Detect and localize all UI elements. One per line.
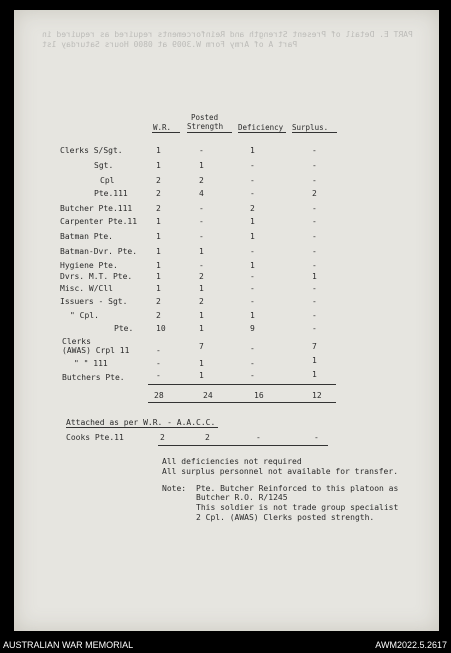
attached-rule bbox=[158, 445, 328, 446]
cell-surplus: - bbox=[312, 261, 317, 270]
header-surplus: Surplus. bbox=[292, 123, 329, 132]
header-wr: W.R. bbox=[153, 123, 172, 132]
cell-surplus: - bbox=[312, 311, 317, 320]
cell-wr: 1 bbox=[156, 217, 161, 226]
cell-posted: - bbox=[199, 217, 204, 226]
cell-surplus: - bbox=[312, 146, 317, 155]
cell-surplus: 7 bbox=[312, 342, 317, 351]
cell-posted: - bbox=[199, 204, 204, 213]
cell-surplus: - bbox=[312, 284, 317, 293]
attached-heading: Attached as per W.R. - A.A.C.C. bbox=[66, 418, 216, 427]
cell-deficiency: - bbox=[250, 344, 255, 353]
row-label: Issuers - Sgt. bbox=[60, 297, 128, 306]
cell-deficiency: - bbox=[250, 247, 255, 256]
cell-deficiency: - bbox=[250, 371, 255, 380]
cell-wr: - bbox=[156, 359, 161, 368]
cell-wr: 2 bbox=[156, 297, 161, 306]
header-underline-wr bbox=[152, 132, 180, 133]
header-deficiency: Deficiency bbox=[238, 123, 284, 132]
header-underline-surplus bbox=[292, 132, 337, 133]
cell-surplus: 2 bbox=[312, 189, 317, 198]
note-surplus: All surplus personnel not available for transfer. bbox=[162, 467, 399, 476]
cell-posted: 2 bbox=[199, 297, 204, 306]
cell-deficiency: - bbox=[250, 161, 255, 170]
cell-posted: - bbox=[199, 146, 204, 155]
row-label: Dvrs. M.T. Pte. bbox=[60, 272, 133, 281]
total-surplus: 12 bbox=[312, 391, 322, 400]
attached-posted: 2 bbox=[205, 433, 210, 442]
note-label: Note: bbox=[162, 484, 187, 493]
total-deficiency: 16 bbox=[254, 391, 264, 400]
attached-surplus: - bbox=[314, 433, 319, 442]
row-label: Hygiene Pte. bbox=[60, 261, 118, 270]
cell-surplus: - bbox=[312, 247, 317, 256]
awas-label-line1: Clerks bbox=[62, 337, 91, 346]
cell-wr: 1 bbox=[156, 284, 161, 293]
cell-wr: 1 bbox=[156, 232, 161, 241]
cell-deficiency: 1 bbox=[250, 217, 255, 226]
row-label: Pte. bbox=[114, 324, 134, 333]
cell-surplus: - bbox=[312, 297, 317, 306]
row-label: Misc. W/Cll bbox=[60, 284, 113, 293]
note-line-4: 2 Cpl. (AWAS) Clerks posted strength. bbox=[196, 513, 375, 522]
cell-deficiency: - bbox=[250, 189, 255, 198]
cell-surplus: 1 bbox=[312, 272, 317, 281]
cell-deficiency: - bbox=[250, 272, 255, 281]
row-label: " Cpl. bbox=[70, 311, 99, 320]
cell-deficiency: 1 bbox=[250, 311, 255, 320]
bleed-line-2: Part A of Army Form W.3009 at 0800 Hours Saturday 1st bbox=[42, 40, 298, 49]
archive-footer bbox=[0, 634, 451, 653]
note-line-3: This soldier is not trade group specialist bbox=[196, 503, 399, 512]
header-posted: Posted bbox=[191, 113, 219, 122]
cell-posted: - bbox=[199, 232, 204, 241]
total-posted: 24 bbox=[203, 391, 213, 400]
cell-wr: 1 bbox=[156, 272, 161, 281]
cell-deficiency: - bbox=[250, 297, 255, 306]
institution-name: AUSTRALIAN WAR MEMORIAL bbox=[3, 640, 134, 650]
cell-posted: 1 bbox=[199, 359, 204, 368]
cell-wr: - bbox=[156, 346, 161, 355]
awas-label-row3: Butchers Pte. bbox=[62, 373, 125, 382]
cell-posted: 4 bbox=[199, 189, 204, 198]
cell-posted: 1 bbox=[199, 247, 204, 256]
cell-surplus: - bbox=[312, 232, 317, 241]
attached-underline bbox=[66, 427, 218, 428]
cell-posted: 2 bbox=[199, 272, 204, 281]
cell-deficiency: 9 bbox=[250, 324, 255, 333]
cell-wr: 2 bbox=[156, 204, 161, 213]
cell-posted: 1 bbox=[199, 311, 204, 320]
totals-rule-bottom bbox=[148, 402, 336, 403]
header-underline-deficiency bbox=[238, 132, 286, 133]
cell-posted: 1 bbox=[199, 371, 204, 380]
row-label: Pte.111 bbox=[94, 189, 128, 198]
cell-surplus: - bbox=[312, 324, 317, 333]
cell-surplus: 1 bbox=[312, 370, 317, 379]
attached-wr: 2 bbox=[160, 433, 165, 442]
cell-surplus: - bbox=[312, 176, 317, 185]
row-label: Butcher Pte.111 bbox=[60, 204, 133, 213]
cell-deficiency: - bbox=[250, 359, 255, 368]
cell-surplus: - bbox=[312, 161, 317, 170]
cell-posted: 1 bbox=[199, 324, 204, 333]
awas-label-line2: (AWAS) Crpl 11 bbox=[62, 346, 130, 355]
total-wr: 28 bbox=[154, 391, 164, 400]
bleed-line-1: PART E. Detail of Present Strength and Reinforcements required as required in bbox=[42, 30, 413, 39]
note-line-2: Butcher R.O. R/1245 bbox=[196, 493, 288, 502]
cell-deficiency: - bbox=[250, 176, 255, 185]
header-strength: Strength bbox=[187, 122, 224, 131]
cell-posted: - bbox=[199, 261, 204, 270]
cell-posted: 7 bbox=[199, 342, 204, 351]
cell-wr: 10 bbox=[156, 324, 166, 333]
cell-wr: - bbox=[156, 371, 161, 380]
cell-posted: 2 bbox=[199, 176, 204, 185]
cell-wr: 1 bbox=[156, 247, 161, 256]
totals-rule-top bbox=[148, 384, 336, 385]
cell-wr: 1 bbox=[156, 146, 161, 155]
cell-deficiency: 1 bbox=[250, 261, 255, 270]
accession-number: AWM2022.5.2617 bbox=[375, 640, 447, 650]
note-line-1: Pte. Butcher Reinforced to this platoon as bbox=[196, 484, 399, 493]
cell-wr: 2 bbox=[156, 176, 161, 185]
bleed-through-text bbox=[42, 30, 437, 50]
awas-label-row2: " " 111 bbox=[74, 359, 108, 368]
row-label: Carpenter Pte.11 bbox=[60, 217, 138, 226]
cell-wr: 1 bbox=[156, 261, 161, 270]
cell-wr: 2 bbox=[156, 311, 161, 320]
cell-deficiency: 2 bbox=[250, 204, 255, 213]
cell-deficiency: - bbox=[250, 284, 255, 293]
row-label: Sgt. bbox=[94, 161, 114, 170]
cell-surplus: 1 bbox=[312, 356, 317, 365]
row-label: Cpl bbox=[100, 176, 115, 185]
header-underline-posted bbox=[187, 132, 232, 133]
attached-label: Cooks Pte.11 bbox=[66, 433, 124, 442]
note-deficiencies: All deficiencies not required bbox=[162, 457, 302, 466]
cell-wr: 2 bbox=[156, 189, 161, 198]
cell-wr: 1 bbox=[156, 161, 161, 170]
attached-deficiency: - bbox=[256, 433, 261, 442]
row-label: Clerks S/Sgt. bbox=[60, 146, 123, 155]
cell-deficiency: 1 bbox=[250, 146, 255, 155]
cell-posted: 1 bbox=[199, 284, 204, 293]
cell-deficiency: 1 bbox=[250, 232, 255, 241]
document-page bbox=[14, 10, 439, 631]
cell-posted: 1 bbox=[199, 161, 204, 170]
cell-surplus: - bbox=[312, 204, 317, 213]
cell-surplus: - bbox=[312, 217, 317, 226]
row-label: Batman-Dvr. Pte. bbox=[60, 247, 138, 256]
row-label: Batman Pte. bbox=[60, 232, 113, 241]
